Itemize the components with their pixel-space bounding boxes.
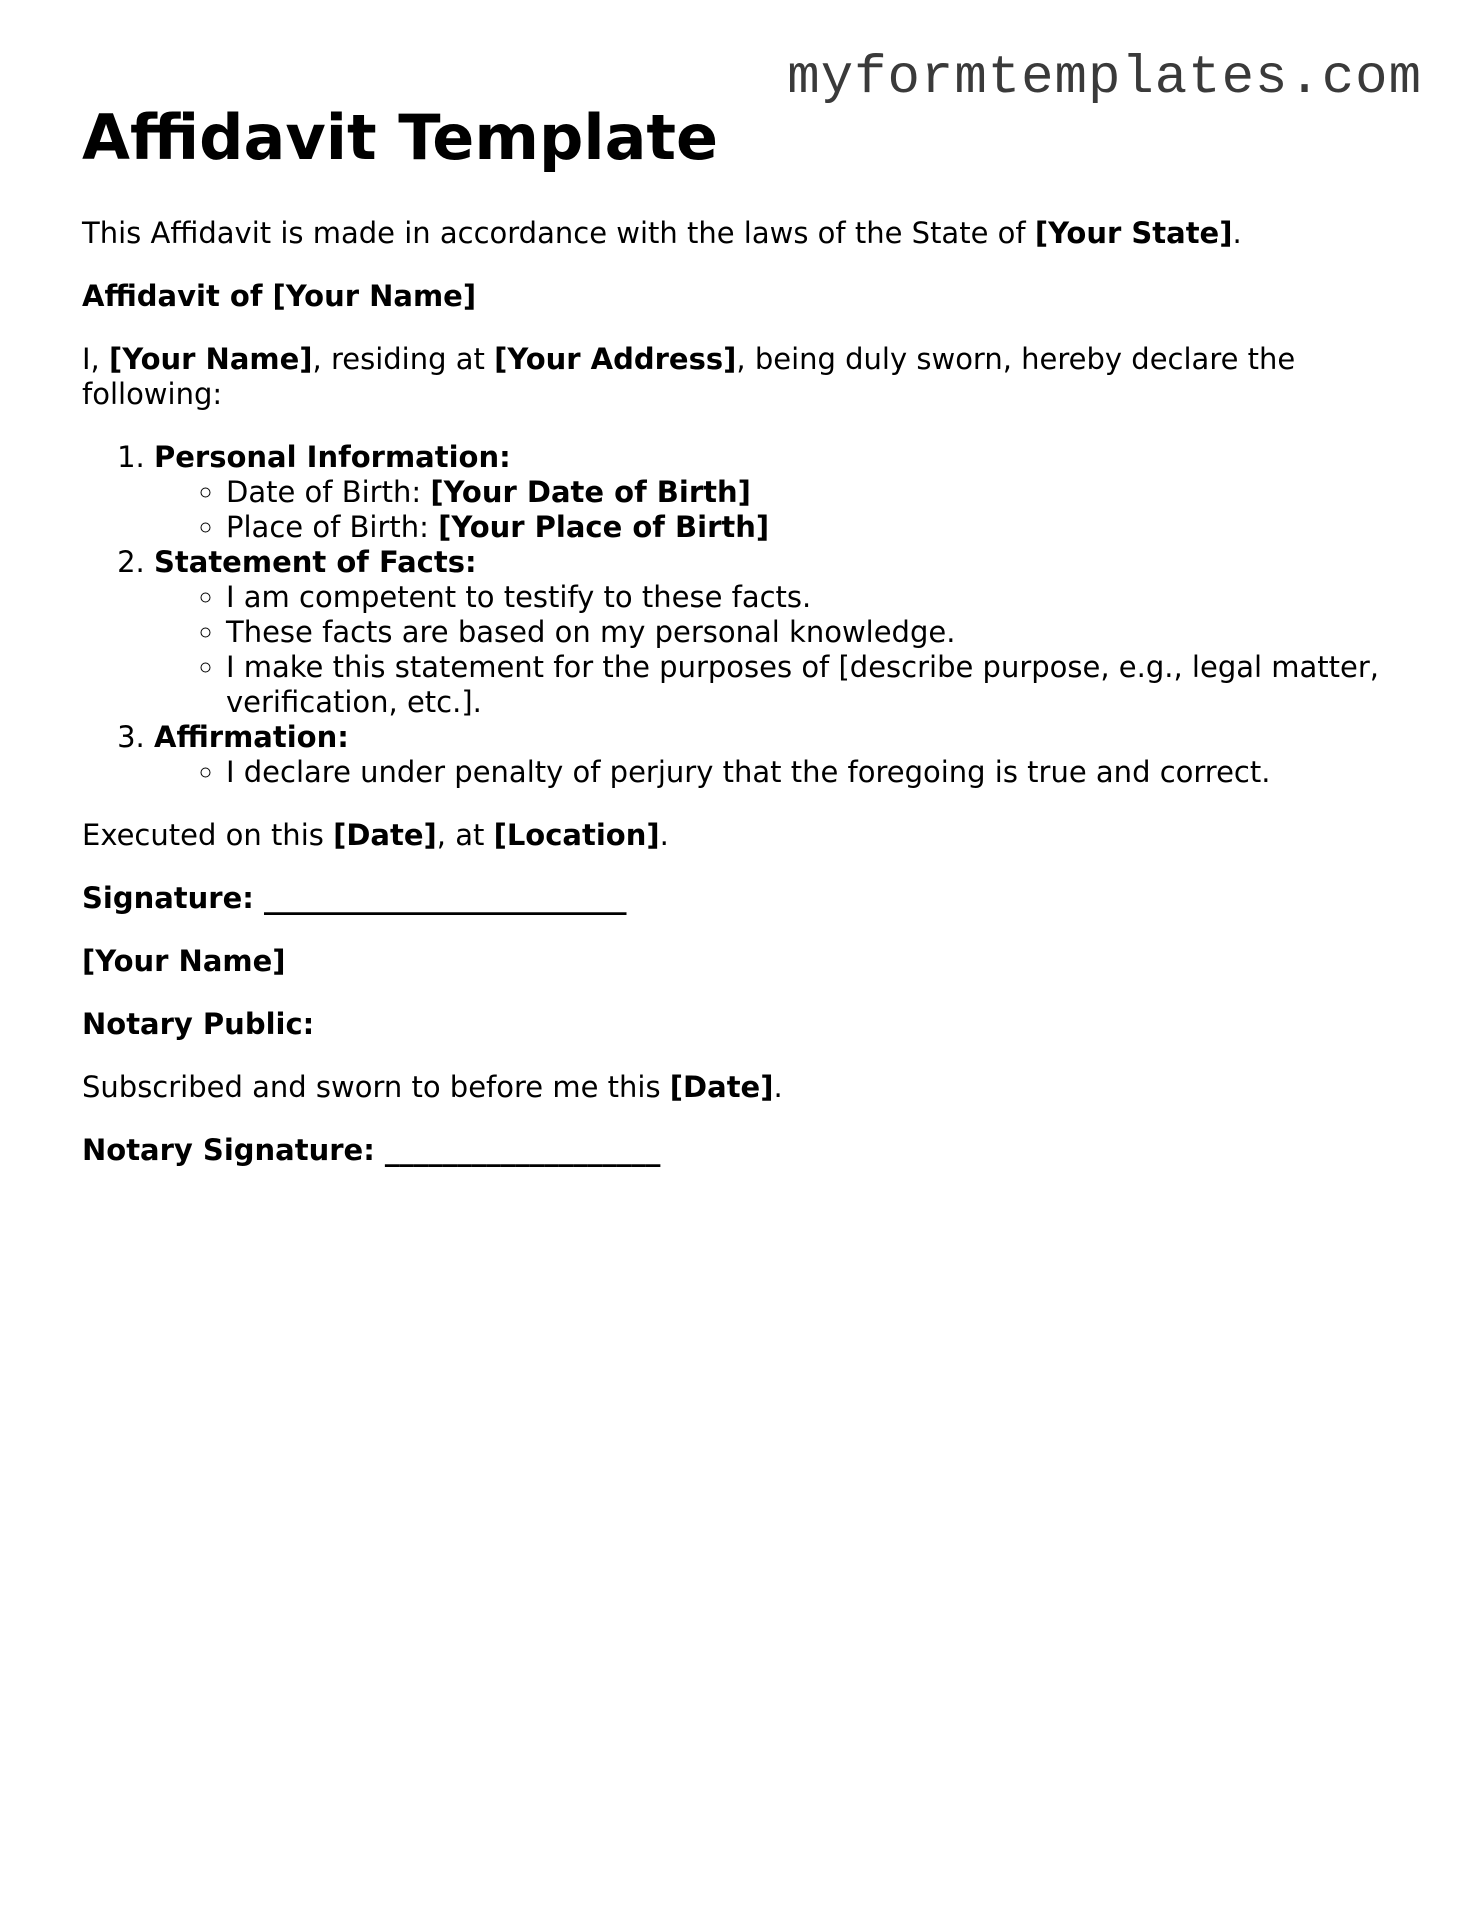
signature-line: [82, 881, 1402, 916]
section-heading: Personal Information:: [154, 440, 511, 474]
notary-heading-text: Notary Public:: [82, 1007, 315, 1041]
section-items: [154, 755, 1402, 790]
item-label: Date of Birth:: [226, 475, 431, 509]
executed-prefix: Executed on this: [82, 818, 334, 852]
section-items: [154, 475, 1402, 545]
affidavit-of-heading: [82, 279, 1402, 314]
item-value: [Your Place of Birth]: [438, 510, 770, 544]
declaration-prefix: I,: [82, 342, 109, 376]
intro-suffix: .: [1232, 216, 1242, 250]
section-heading: Affirmation:: [154, 720, 349, 754]
executed-paragraph: [82, 818, 1402, 853]
affidavit-of-text: Affidavit of [Your Name]: [82, 279, 477, 313]
list-item: [226, 510, 1402, 545]
executed-mid: , at: [436, 818, 494, 852]
document-body: [82, 100, 1402, 1196]
section-personal-information: [154, 440, 1402, 545]
declaration-suffix: , being duly sworn, hereby declare the following:: [82, 342, 1296, 411]
executed-suffix: .: [659, 818, 669, 852]
section-affirmation: [154, 720, 1402, 790]
list-item: ◦ These facts are based on my personal knowledge.: [226, 615, 1402, 650]
subscribed-paragraph: [82, 1070, 1402, 1105]
list-item: ◦ I make this statement for the purposes of [describe purpose, e.g., legal matter, verification, etc.].: [226, 650, 1402, 720]
list-item: [226, 475, 1402, 510]
notary-heading: [82, 1007, 1402, 1042]
date-placeholder: [Date]: [333, 818, 437, 852]
notary-signature-line: [82, 1133, 1402, 1168]
sections-list: [82, 440, 1402, 790]
declaration-paragraph: [82, 342, 1402, 412]
name-placeholder: [Your Name]: [109, 342, 313, 376]
declaration-mid: , residing at: [312, 342, 495, 376]
notary-signature-line-text: Notary Signature: ___________________: [82, 1133, 661, 1167]
state-placeholder: [Your State]: [1034, 216, 1233, 250]
signature-line-text: Signature: _________________________: [82, 881, 627, 915]
item-value: [Your Date of Birth]: [430, 475, 751, 509]
intro-prefix: This Affidavit is made in accordance with the laws of the State of: [82, 216, 1035, 250]
subscribed-prefix: Subscribed and sworn to before me this: [82, 1070, 670, 1104]
document-title: Affidavit Template: [82, 101, 719, 174]
subscribed-date-placeholder: [Date]: [669, 1070, 774, 1104]
list-item: ◦ I declare under penalty of perjury that the foregoing is true and correct.: [226, 755, 1402, 790]
site-watermark: myformtemplates.com: [787, 48, 1422, 109]
address-placeholder: [Your Address]: [494, 342, 737, 376]
section-heading: Statement of Facts:: [154, 545, 477, 579]
item-label: Place of Birth:: [226, 510, 439, 544]
signer-name-text: [Your Name]: [82, 944, 286, 978]
signer-name: [82, 944, 1402, 979]
list-item: ◦ I am competent to testify to these facts.: [226, 580, 1402, 615]
intro-paragraph: [82, 216, 1402, 251]
subscribed-suffix: .: [773, 1070, 783, 1104]
location-placeholder: [Location]: [493, 818, 660, 852]
section-items: [154, 580, 1402, 720]
section-statement-of-facts: [154, 545, 1402, 720]
